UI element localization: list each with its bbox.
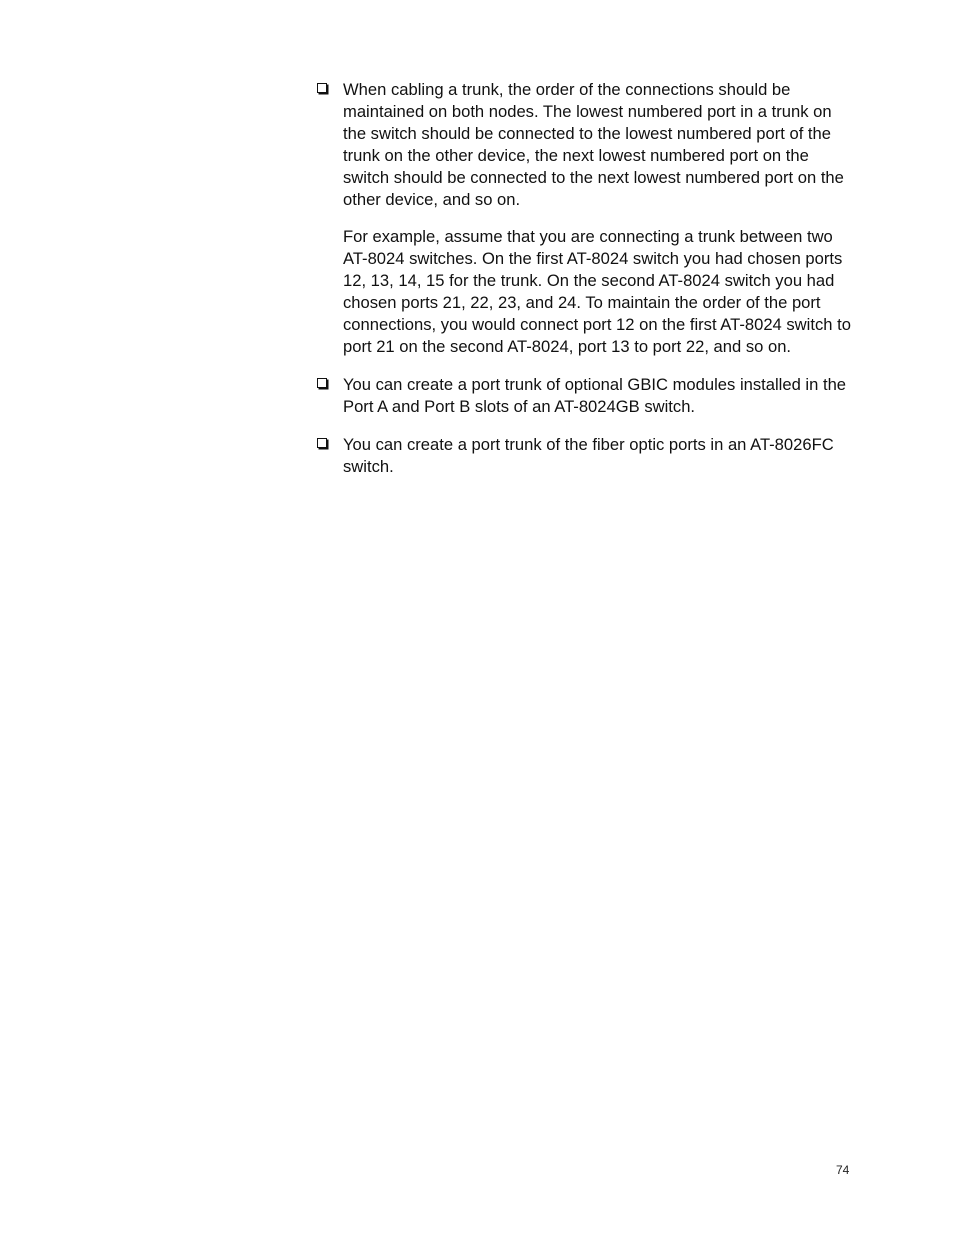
bullet-text: You can create a port trunk of the fiber optic ports in an AT-8026FC switch. — [343, 434, 834, 476]
bullet-item-gbic-trunk — [316, 374, 856, 418]
example-paragraph: For example, assume that you are connecting a trunk between two AT-8024 switches. On the first AT-8024 switch you had chosen ports 12, 13, 14, 15 for the trunk. On the second AT-8024 switch you had chosen ports 21, 22, 23, and 24. To maintain the order of the port connections, you would connect port 12 on the first AT-8024 switch to port 21 on the second AT-8024, port 13 to port 22, and so on. — [343, 227, 851, 356]
checkbox-bullet-icon — [317, 83, 327, 93]
bullet-text: When cabling a trunk, the order of the connections should be maintained on both nodes. The lowest numbered port in a trunk on the switch should be connected to the lowest numbered port of the trunk on the other device, the next lowest numbered port on the switch should be connected to the next lowest numbered port on the other device, and so on. — [343, 80, 844, 209]
bullet-text: You can create a port trunk of optional GBIC modules installed in the Port A and Port B slots of an AT-8024GB switch. — [343, 374, 847, 416]
page-number: 74 — [836, 1163, 850, 1177]
checkbox-bullet-icon — [317, 378, 327, 388]
checkbox-bullet-icon — [317, 438, 327, 448]
document-body — [316, 79, 856, 478]
bullet-item-trunk-cabling-order — [316, 79, 856, 358]
bullet-item-fiber-trunk — [316, 434, 856, 478]
